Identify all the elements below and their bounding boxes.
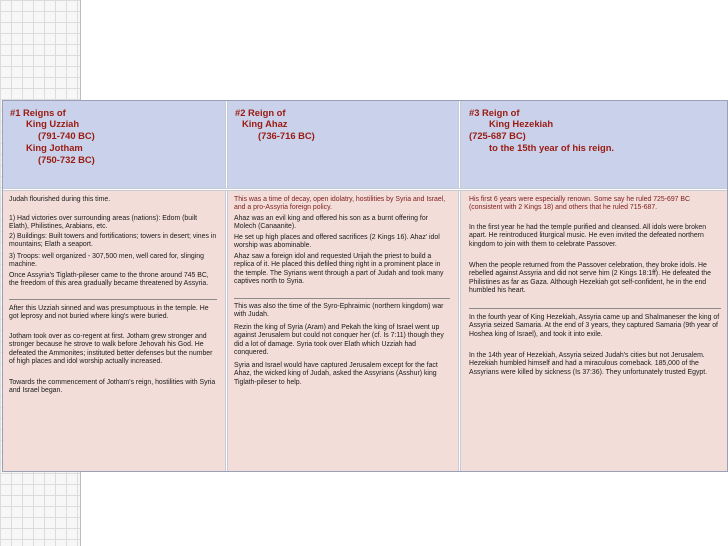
king-name: King Jotham	[26, 142, 83, 153]
column-ahaz	[228, 101, 458, 471]
header-cell-uzziah-jotham	[3, 101, 225, 188]
header-title: #3 Reign of	[469, 107, 520, 118]
king-name: King Hezekiah	[489, 118, 554, 129]
paragraph: Towards the commencement of Jotham's reign, hostilities with Syria and Israel began.	[9, 379, 216, 395]
body-cell-uzziah-jotham	[3, 191, 225, 471]
body-cell-hezekiah	[461, 191, 727, 471]
paragraph: Rezin the king of Syria (Aram) and Pekah the king of Israel went up against Jerusalem but could not conquer her (cf. Is 7:11) though they did a lot of damage. Syria took over Elath which Uzziah had conquered.	[234, 324, 444, 356]
paragraph: 3) Troops: well organized - 307,500 men, well cared for, slinging machine.	[9, 253, 204, 269]
paragraph: 1) Had victories over surrounding areas (nations): Edom (built Elath), Philistines, Arabians, etc.	[9, 215, 198, 231]
paragraph: Ahaz saw a foreign idol and requested Urijah the priest to build a replica of it. He placed this defiled thing right in a prominent place in the temple. The Syrians went through a part of Judah and took many captives north to Syria.	[234, 253, 444, 285]
header-cell-ahaz	[228, 101, 458, 188]
header-title: #2 Reign of	[235, 107, 286, 118]
divider-line	[9, 299, 217, 300]
paragraph: His first 6 years were especially renown. Some say he ruled 725-697 BC (consistent with 2 Kings 18) and others that he ruled 715-687.	[469, 196, 690, 212]
reign-note: to the 15th year of his reign.	[489, 142, 615, 153]
reign-dates: (736-716 BC)	[258, 130, 315, 141]
divider-line	[234, 298, 450, 299]
paragraph: In the 14th year of Hezekiah, Assyria seized Judah's cities but not Jerusalem. Hezekiah humbled himself and had a miraculous comeback. 185,000 of the Assyrians were killed by sickness (Is 37:36). They unfortunately trusted Egypt.	[469, 352, 708, 376]
paragraph: Syria and Israel would have captured Jerusalem except for the fact Ahaz, the wicked king of Judah, asked the Assyrians (Asshur) king Tiglath-pileser to help.	[234, 362, 438, 386]
header-divider	[3, 188, 727, 191]
king-name: King Uzziah	[26, 118, 80, 129]
column-hezekiah	[461, 101, 727, 471]
reign-dates: (750-732 BC)	[38, 154, 95, 165]
paragraph: After this Uzziah sinned and was presumptuous in the temple. He got leprosy and not buried where king's were buried.	[9, 305, 209, 321]
paragraph: 2) Buildings: Built towers and fortifications; towers in desert; vines in mountains; Elath a seaport.	[9, 233, 217, 249]
header-title: #1 Reigns of	[10, 107, 66, 118]
paragraph: When the people returned from the Passover celebration, they broke idols. He rebelled against Assyria and did not serve him (2 Kings 18:1ff). He defeated the Philistines as far as Gaza. Although Hezekiah got self-confident, he in the end humbled his heart.	[469, 262, 711, 294]
paragraph: In the fourth year of King Hezekiah, Assyria came up and Shalmaneser the king of Assyria seized Samaria. At the end of 3 years, they captured Samaria (9th year of Hoshea king of Israel), and took it into exile.	[469, 314, 720, 338]
paragraph: Once Assyria's Tiglath-pileser came to the throne around 745 BC, the freedom of this area gradually became threatened by Assyria.	[9, 272, 209, 288]
paragraph: This was a time of decay, open idolatry, hostilities by Syria and Israel, and a pro-Assyria foreign policy.	[234, 196, 446, 212]
paragraph: Judah flourished during this time.	[9, 196, 111, 203]
paragraph: This was also the time of the Syro-Ephraimic (northern kingdom) war with Judah.	[234, 303, 444, 319]
column-uzziah-jotham	[3, 101, 225, 471]
reign-dates: (725-687 BC)	[469, 130, 526, 141]
body-cell-ahaz	[228, 191, 458, 471]
kings-comparison-table	[2, 100, 728, 472]
paragraph: Ahaz was an evil king and offered his son as a burnt offering for Molech (Canaanite).	[234, 215, 428, 231]
header-cell-hezekiah	[461, 101, 727, 188]
paragraph: In the first year he had the temple purified and cleansed. All idols were broken apart. He reintroduced liturgical music. He even invited the defeated northern kingdom to join with them to celebrate Passover.	[469, 224, 707, 248]
reign-dates: (791-740 BC)	[38, 130, 95, 141]
paragraph: He set up high places and offered sacrifices (2 Kings 16). Ahaz' idol worship was abominable.	[234, 234, 440, 250]
king-name: King Ahaz	[242, 118, 288, 129]
divider-line	[469, 308, 721, 309]
paragraph: Jotham took over as co-regent at first. Jotham grew stronger and stronger because he strove to walk before Jehovah his God. He defeated the Ammonites; instituted better defenses but the number of high places and idol worship actually increased.	[9, 333, 213, 365]
